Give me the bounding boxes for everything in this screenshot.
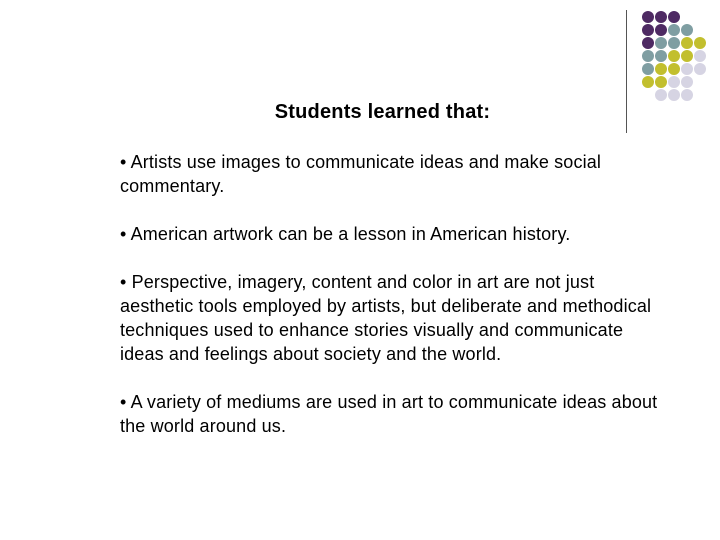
bullet-item-1: • Artists use images to communicate ideas and make social commentary. <box>120 152 602 196</box>
decorative-dot <box>655 89 667 101</box>
decorative-dot <box>668 89 680 101</box>
decorative-dot <box>681 63 693 75</box>
decorative-dot <box>681 89 693 101</box>
decorative-dot <box>655 11 667 23</box>
decorative-dot <box>681 37 693 49</box>
decorative-dot <box>642 11 654 23</box>
bullet-item-4: • A variety of mediums are used in art to communicate ideas about the world around us. <box>120 392 658 436</box>
decorative-dot <box>668 63 680 75</box>
decorative-dot <box>642 24 654 36</box>
decorative-dot <box>642 76 654 88</box>
decorative-dot <box>642 37 654 49</box>
decorative-dot <box>694 50 706 62</box>
bullet-item-2: • American artwork can be a lesson in American history. <box>120 224 571 244</box>
decorative-dot <box>681 24 693 36</box>
decorative-dot <box>668 37 680 49</box>
decorative-dot <box>655 24 667 36</box>
decorative-dot <box>642 63 654 75</box>
bullet-list <box>120 150 660 462</box>
decorative-dot <box>642 50 654 62</box>
decorative-dot <box>655 63 667 75</box>
bullet-item-3: • Perspective, imagery, content and color in art are not just aesthetic tools employed by artists, but deliberate and methodical techniques used to enhance stories visually and communicate ideas and feelings about society and the world. <box>120 272 652 364</box>
slide-title: Students learned that: <box>274 101 491 123</box>
decorative-dot <box>694 37 706 49</box>
decorative-dot <box>681 76 693 88</box>
decorative-dot <box>655 50 667 62</box>
decorative-dot <box>668 11 680 23</box>
decorative-dot <box>681 50 693 62</box>
decorative-dot <box>668 76 680 88</box>
decorative-dot <box>655 37 667 49</box>
decorative-dot <box>694 63 706 75</box>
decorative-dot <box>668 50 680 62</box>
decorative-dot <box>655 76 667 88</box>
decorative-dot <box>668 24 680 36</box>
